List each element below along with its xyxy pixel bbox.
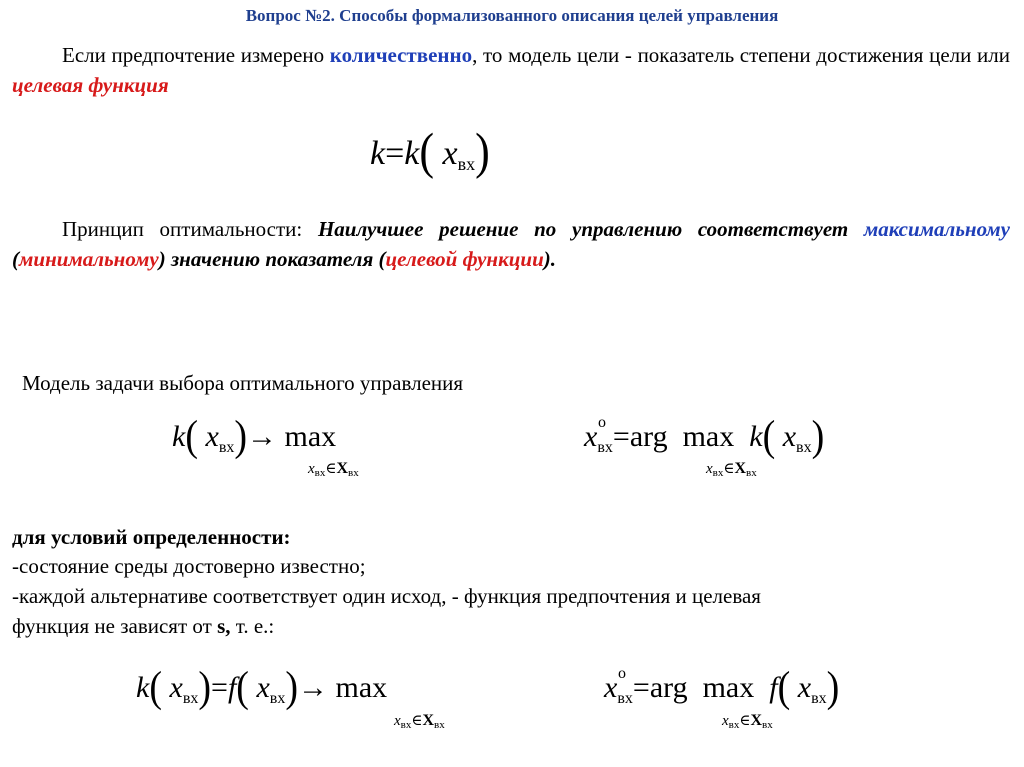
math-eq: =: [385, 135, 405, 172]
math-X: X: [336, 460, 349, 477]
math-sup-o: o: [598, 414, 606, 431]
math-lparen: (: [762, 411, 776, 461]
certainty-line-3b: s,: [217, 614, 231, 638]
formula-objective-function: [370, 123, 490, 180]
math-k: k: [136, 671, 150, 704]
math-rparen: ): [811, 411, 825, 461]
math-lparen: (: [185, 411, 198, 461]
p2-text-d: (: [12, 247, 19, 271]
math-rparen: ): [475, 123, 490, 180]
math-x: x: [308, 461, 315, 477]
math-max: max: [682, 420, 735, 453]
math-X: X: [734, 460, 747, 477]
math-x: x: [256, 671, 270, 704]
math-sub-vx: вх: [746, 467, 757, 479]
math-x: x: [797, 671, 812, 704]
math-sub-vx: вх: [434, 719, 445, 731]
math-x: x: [782, 420, 797, 453]
math-arg: arg: [629, 420, 668, 453]
p2-text-a: Принцип оптимальности:: [62, 217, 318, 241]
formula-k-equals-f-domain: [394, 711, 445, 731]
math-X: X: [750, 712, 763, 729]
math-sub-vx: вх: [617, 690, 633, 707]
p1-text-a: Если предпочтение измерено: [62, 43, 330, 67]
certainty-line-3c: т. е.:: [230, 614, 275, 638]
math-x: x: [584, 420, 598, 453]
formula-argmax-k: [584, 411, 825, 461]
math-max: max: [702, 671, 755, 704]
math-in: ∈: [739, 713, 751, 729]
paragraph-goal-model: [12, 40, 1010, 100]
math-sub-vx: вх: [457, 154, 476, 174]
p2-text-f: ) значению показателя (: [158, 247, 386, 271]
math-sub-vx: вх: [314, 467, 326, 479]
p1-highlight-objective-function: целевая функция: [12, 73, 169, 97]
math-k: k: [749, 420, 763, 453]
math-k: k: [404, 135, 420, 172]
math-k: k: [172, 420, 186, 453]
formula-maximize: [172, 411, 337, 461]
math-k: k: [370, 135, 386, 172]
math-sub-vx: вх: [218, 439, 235, 456]
math-rparen: ): [198, 662, 212, 712]
math-arrow: →: [298, 671, 328, 704]
p2-text-b: Наилучшее решение по управлению соответствует: [317, 217, 864, 241]
math-lparen: (: [419, 123, 435, 180]
math-sub-vx: вх: [762, 719, 773, 731]
formula-argmax-k-domain: [706, 459, 757, 479]
math-in: ∈: [411, 713, 423, 729]
math-sub-vx: вх: [597, 439, 613, 456]
math-sub-vx: вх: [712, 467, 724, 479]
math-arg: arg: [649, 671, 688, 704]
math-sub-vx: вх: [400, 719, 412, 731]
p2-highlight-max: максимальному: [863, 217, 1010, 241]
certainty-heading: для условий определенности:: [12, 525, 291, 549]
math-eq: =: [632, 671, 650, 704]
math-X: X: [422, 712, 435, 729]
math-lparen: (: [149, 662, 162, 712]
slide-title: Вопрос №2. Способы формализованного описания целей управления: [245, 6, 779, 25]
certainty-line-3a: функция не зависят от: [12, 614, 218, 638]
math-rparen: ): [826, 662, 840, 712]
math-rparen: ): [285, 662, 298, 712]
math-sub-vx: вх: [182, 690, 199, 707]
math-max: max: [284, 420, 337, 453]
math-sup-o: o: [618, 665, 626, 682]
formula-argmax-f-domain: [722, 711, 773, 731]
p2-text-h: ).: [543, 247, 557, 271]
math-sub-vx: вх: [348, 467, 359, 479]
math-eq: =: [211, 671, 228, 704]
math-x: x: [169, 671, 183, 704]
math-x: x: [722, 713, 729, 729]
math-rparen: ): [234, 411, 248, 461]
certainty-line-2: -каждой альтернативе соответствует один исход, - функция предпочтения и целевая: [12, 584, 761, 608]
model-heading: Модель задачи выбора оптимального управления: [22, 371, 464, 395]
p1-text-c: , то модель цели - показатель степени достижения цели или: [472, 43, 1010, 67]
math-in: ∈: [723, 461, 735, 477]
certainty-line-1: -состояние среды достоверно известно;: [12, 554, 366, 578]
math-lparen: (: [236, 662, 249, 712]
math-in: ∈: [325, 461, 337, 477]
math-sub-vx: вх: [811, 690, 827, 707]
math-sub-vx: вх: [796, 439, 812, 456]
p1-highlight-quantitative: количественно: [329, 43, 473, 67]
paragraph-optimality-principle: [12, 214, 1010, 274]
math-x: x: [706, 461, 713, 477]
certainty-line-3: [12, 613, 274, 640]
math-max: max: [335, 671, 388, 704]
p2-highlight-min: минимальному: [19, 247, 159, 271]
p2-highlight-objective: целевой функции: [385, 247, 544, 271]
math-x: x: [442, 135, 458, 172]
formula-k-equals-f-max: [136, 662, 388, 712]
math-f: f: [227, 671, 237, 704]
math-eq: =: [612, 420, 630, 453]
math-sub-vx: вх: [728, 719, 740, 731]
math-sub-vx: вх: [269, 690, 286, 707]
math-x: x: [604, 671, 618, 704]
math-x: x: [205, 420, 219, 453]
formula-argmax-f: [604, 662, 840, 712]
math-f: f: [769, 671, 778, 704]
math-lparen: (: [777, 662, 791, 712]
formula-maximize-domain: [308, 459, 359, 479]
math-x: x: [394, 713, 401, 729]
math-arrow: →: [247, 420, 278, 453]
